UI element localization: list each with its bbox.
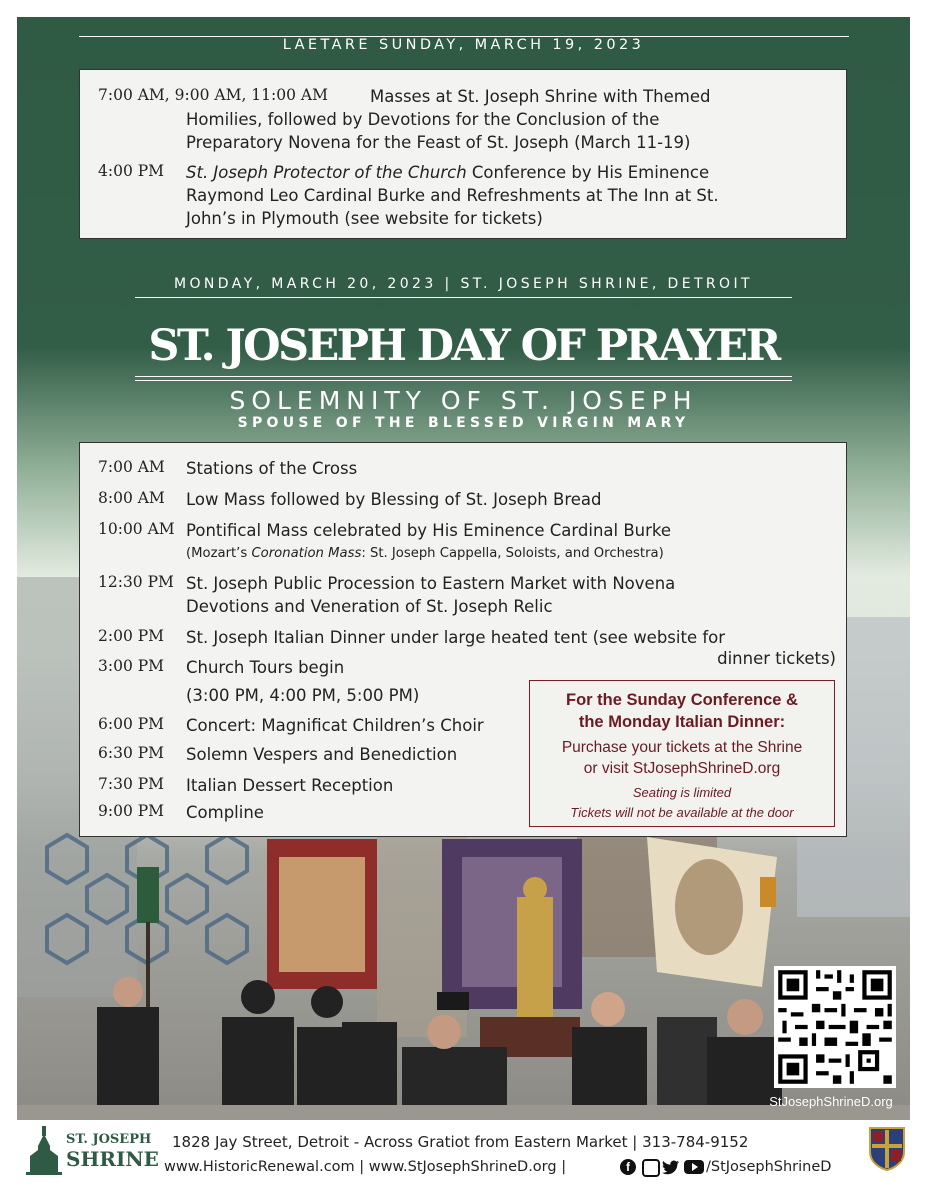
facebook-icon[interactable]: f [620,1159,636,1175]
title-rule-1 [135,376,792,377]
monday-text: St. Joseph Italian Dinner under large heated tent (see website for [186,628,726,647]
sunday-schedule-box [79,69,847,239]
promo-heading: For the Sunday Conference & [566,691,798,709]
note-post: : St. Joseph Cappella, Soloists, and Orchestra) [361,546,664,561]
qr-code-icon[interactable] [774,966,896,1088]
monday-time: 6:00 PM [98,715,165,733]
monday-text: Devotions and Veneration of St. Joseph Relic [186,597,553,616]
monday-text: Pontifical Mass celebrated by His Eminence Cardinal Burke [186,521,672,540]
promo-line: or visit StJosephShrineD.org [583,760,781,777]
monday-text: St. Joseph Public Procession to Eastern Market with Novena [186,574,676,593]
sunday-text [186,161,709,184]
monday-text: Stations of the Cross [186,459,358,478]
youtube-icon[interactable] [684,1160,704,1174]
monday-time: 3:00 PM [98,657,165,675]
sunday-text: Masses at St. Joseph Shrine with Themed [370,87,711,106]
monday-text: Compline [186,803,264,822]
monday-text: dinner tickets) [717,649,836,668]
monday-time: 7:30 PM [98,775,165,793]
monday-rule [135,297,792,298]
title-rule-2 [135,380,792,381]
monday-time: 9:00 PM [98,802,165,820]
monday-text: Italian Dessert Reception [186,776,394,795]
monday-text: (3:00 PM, 4:00 PM, 5:00 PM) [186,686,420,705]
sunday-text: Raymond Leo Cardinal Burke and Refreshments at The Inn at St. [186,186,719,205]
note-italic: Coronation Mass [251,546,362,561]
monday-time: 6:30 PM [98,744,165,762]
footer-address: 1828 Jay Street, Detroit - Across Gratiot from Eastern Market | 313-784-9152 [172,1133,749,1151]
sunday-text: Homilies, followed by Devotions for the Conclusion of the [186,110,660,129]
conference-title: St. Joseph Protector of the Church [186,163,467,182]
monday-time: 10:00 AM [98,520,175,538]
subtitle: SOLEMNITY OF ST. JOSEPH [229,386,698,415]
monday-text: Concert: Magnificat Children’s Choir [186,716,484,735]
monday-time: 7:00 AM [98,458,165,476]
footer-web[interactable]: www.HistoricRenewal.com | www.StJosephShrineD.org | [164,1159,567,1175]
twitter-icon[interactable] [662,1160,680,1175]
note-pre: (Mozart’s [186,546,252,561]
instagram-icon[interactable] [642,1159,660,1177]
monday-text: Church Tours begin [186,658,345,677]
promo-heading: the Monday Italian Dinner: [578,713,786,731]
monday-time: 2:00 PM [98,627,165,645]
crest-icon [868,1126,906,1172]
logo-text: SHRINE [66,1147,159,1171]
ticket-promo-box [529,680,835,827]
monday-note [186,542,664,565]
social-handle[interactable]: /StJosephShrineD [706,1159,832,1175]
sunday-text-rest: Conference by His Eminence [466,163,710,182]
monday-text: Solemn Vespers and Benediction [186,745,458,764]
promo-note: Seating is limited [632,785,732,800]
promo-note: Tickets will not be available at the door [570,805,794,820]
subtitle-2: SPOUSE OF THE BLESSED VIRGIN MARY [237,415,690,431]
monday-time: 8:00 AM [98,489,165,507]
poster [17,17,910,1120]
church-logo-icon [24,1124,64,1176]
qr-url[interactable]: StJosephShrineD.org [769,1094,893,1109]
promo-line: Purchase your tickets at the Shrine [561,739,803,756]
footer [0,1120,927,1200]
monday-text: Low Mass followed by Blessing of St. Joseph Bread [186,490,602,509]
sunday-text: John’s in Plymouth (see website for tickets) [186,209,543,228]
monday-header: MONDAY, MARCH 20, 2023 | ST. JOSEPH SHRINE, DETROIT [174,276,753,292]
page-title: ST. JOSEPH DAY OF PRAYER [148,321,779,371]
sunday-time: 7:00 AM, 9:00 AM, 11:00 AM [98,86,328,104]
logo-text: ST. JOSEPH [66,1132,152,1147]
sunday-text: Preparatory Novena for the Feast of St. Joseph (March 11-19) [186,133,691,152]
sunday-time: 4:00 PM [98,162,165,180]
monday-time: 12:30 PM [98,573,174,591]
sunday-header: LAETARE SUNDAY, MARCH 19, 2023 [282,37,645,53]
